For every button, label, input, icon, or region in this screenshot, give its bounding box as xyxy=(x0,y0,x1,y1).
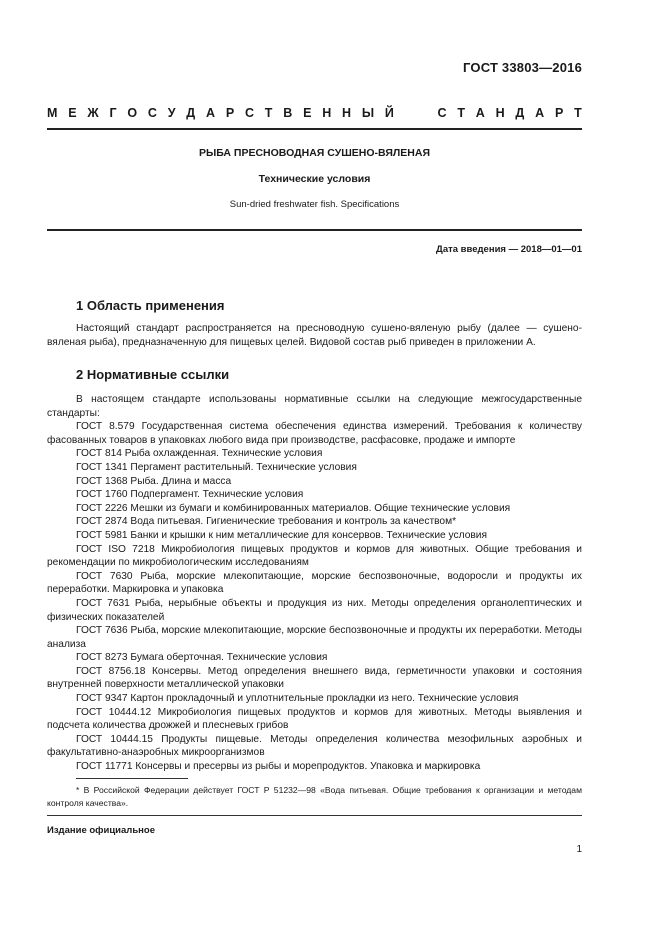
banner-letter: А xyxy=(535,106,545,120)
banner-letter: Д xyxy=(515,106,525,120)
banner-letter: Е xyxy=(68,106,77,120)
banner-letter: Д xyxy=(186,106,196,120)
reference-item: ГОСТ 11771 Консервы и пресервы из рыбы и морепродуктов. Упаковка и маркировка xyxy=(76,761,481,773)
section-1-heading: 1 Область применения xyxy=(76,298,225,313)
reference-item: ГОСТ 5981 Банки и крышки к ним металлические для консервов. Технические условия xyxy=(76,529,487,541)
banner-letter: Т xyxy=(574,106,582,120)
standard-banner xyxy=(47,106,582,120)
reference-item: ГОСТ 8273 Бумага оберточная. Технические условия xyxy=(76,652,328,664)
edition-note: Издание официальное xyxy=(47,825,155,836)
banner-letter: Ы xyxy=(361,106,375,120)
reference-item: ГОСТ 7631 Рыба, нерыбные объекты и продукция из них. Методы определения органолептических и физических показателей xyxy=(47,597,582,623)
banner-letter: Н xyxy=(342,106,352,120)
banner-letter: О xyxy=(127,106,138,120)
banner-letter: Е xyxy=(303,106,312,120)
reference-item: ГОСТ 2874 Вода питьевая. Гигиенические требования и контроль за качеством* xyxy=(76,516,457,528)
document-title: РЫБА ПРЕСНОВОДНАЯ СУШЕНО-ВЯЛЕНАЯ xyxy=(198,147,430,159)
reference-item: ГОСТ 1368 Рыба. Длина и масса xyxy=(76,475,232,487)
section-2-heading: 2 Нормативные ссылки xyxy=(76,367,230,382)
banner-letter: Т xyxy=(457,106,465,120)
reference-item: ГОСТ 2226 Мешки из бумаги и комбинированных материалов. Общие технические условия xyxy=(76,502,511,514)
section-1-text xyxy=(47,322,582,349)
banner-letter: Р xyxy=(554,106,564,120)
banner-letter: А xyxy=(206,106,216,120)
banner-letter: Р xyxy=(225,106,235,120)
bottom-rule xyxy=(47,815,582,816)
footnote-text: * В Российской Федерации действует ГОСТ Р 51232—98 «Вода питьевая. Общие требования к организации и методам контроля качества». xyxy=(47,785,582,808)
document-subtitle: Технические условия xyxy=(258,173,371,185)
banner-letter: М xyxy=(47,106,58,120)
banner-letter: А xyxy=(475,106,485,120)
banner-letter: Н xyxy=(322,106,332,120)
reference-item: ГОСТ ISO 7218 Микробиология пищевых продуктов и кормов для животных. Общие требования и рекомендации по микробиологическим исследованиям xyxy=(47,543,582,569)
reference-item: ГОСТ 8.579 Государственная система обеспечения единства измерений. Требования к количеству фасованных товаров в упаковках любого вида при производстве, расфасовке, продаже и импорте xyxy=(47,421,582,446)
reference-item: ГОСТ 8756.18 Консервы. Метод определения внешнего вида, герметичности упаковки и состояния внутренней поверхности металлической упаковки xyxy=(47,665,582,691)
middle-rule xyxy=(47,229,582,231)
reference-item: ГОСТ 1760 Подпергамент. Технические условия xyxy=(76,489,304,501)
banner-letter: Й xyxy=(384,106,394,120)
references-intro: В настоящем стандарте использованы нормативные ссылки на следующие межгосударственные стандарты: xyxy=(47,394,582,419)
reference-item: ГОСТ 814 Рыба охлажденная. Технические условия xyxy=(76,448,323,460)
banner-letter: С xyxy=(244,106,254,120)
banner-letter: С xyxy=(437,106,447,120)
reference-item: ГОСТ 10444.12 Микробиология пищевых продуктов и кормов для животных. Методы выявления и подсчета количества дрожжей и плесневых грибов xyxy=(47,706,582,732)
document-number: ГОСТ 33803—2016 xyxy=(463,60,582,75)
page-number: 1 xyxy=(576,844,582,855)
banner-letter: У xyxy=(167,106,176,120)
banner-letter: В xyxy=(283,106,293,120)
footnote-separator xyxy=(76,778,188,779)
banner-letter: Н xyxy=(495,106,505,120)
introduction-date: Дата введения — 2018—01—01 xyxy=(436,244,582,255)
top-rule xyxy=(47,128,582,130)
english-title: Sun-dried freshwater fish. Specifications xyxy=(229,199,400,210)
banner-letter: Ж xyxy=(87,106,99,120)
section-1-paragraph: Настоящий стандарт распространяется на пресноводную сушено-вяленую рыбу (далее — сушено-вяленая рыба), предназначенную для пищевых целей. Видовой состав рыб приведен в приложении А. xyxy=(47,323,582,348)
normative-references-list xyxy=(47,393,582,774)
footnote xyxy=(47,784,582,809)
banner-letter: С xyxy=(147,106,157,120)
banner-word-gap xyxy=(405,106,427,120)
banner-letter: Т xyxy=(264,106,273,120)
reference-item: ГОСТ 10444.15 Продукты пищевые. Методы определения количества мезофильных аэробных и факультативно-анаэробных микроорганизмов xyxy=(47,733,582,759)
reference-item: ГОСТ 1341 Пергамент растительный. Технические условия xyxy=(76,461,357,473)
reference-item: ГОСТ 7630 Рыба, морские млекопитающие, морские беспозвоночные, водоросли и продукты их переработки. Маркировка и упаковка xyxy=(47,570,582,596)
banner-letter: Г xyxy=(109,106,117,120)
reference-item: ГОСТ 9347 Картон прокладочный и уплотнительные прокладки из него. Технические условия xyxy=(76,693,519,705)
reference-item: ГОСТ 7636 Рыба, морские млекопитающие, морские беспозвоночные и продукты их переработки. Методы анализа xyxy=(47,625,582,650)
